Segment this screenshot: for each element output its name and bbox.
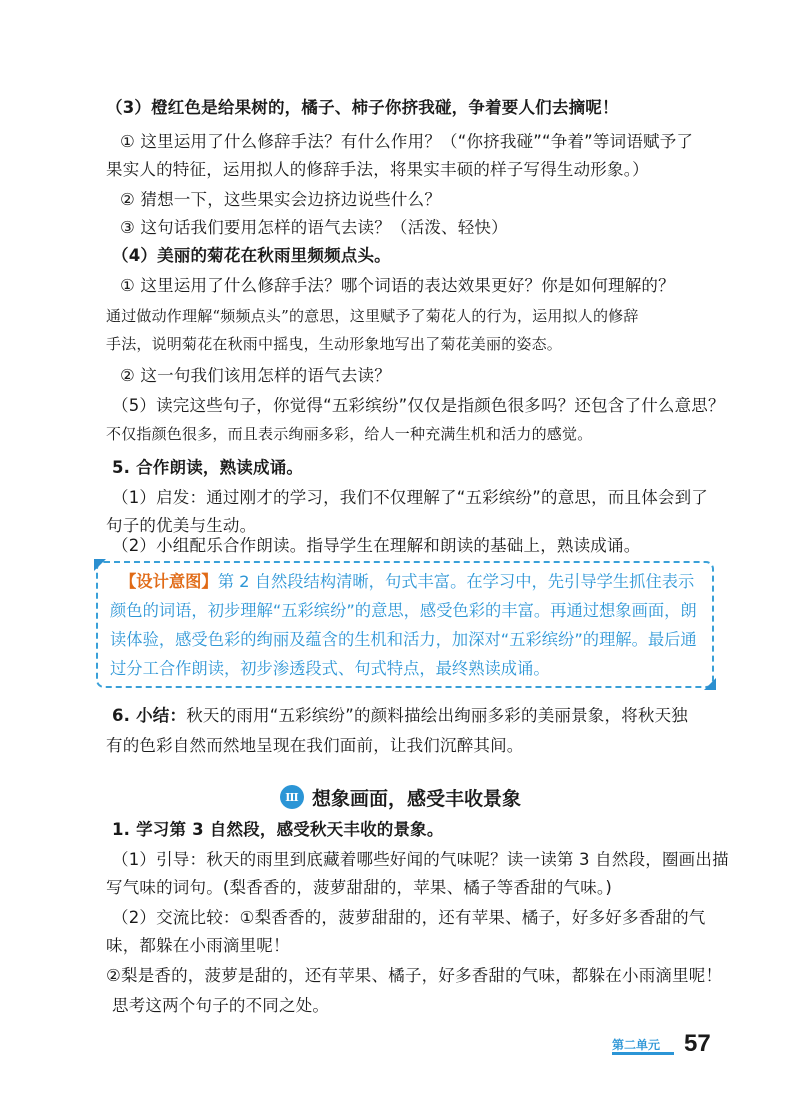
unit-underline: [612, 1052, 674, 1055]
sub-question: ② 这一句我们该用怎样的语气去读？: [120, 366, 391, 385]
paragraph: 句子的优美与生动。: [106, 516, 257, 535]
answer-text: 不仅指颜色很多，而且表示绚丽多彩，给人一种充满生机和活力的感觉。: [106, 425, 593, 443]
paragraph: ②梨是香的，菠萝是甜的，还有苹果、橘子，好多香甜的气味，都躲在小雨滴里呢！: [106, 966, 723, 985]
summary-cont: 有的色彩自然而然地呈现在我们面前，让我们沉醉其间。: [106, 736, 524, 755]
answer-text: 果实人的特征，运用拟人的修辞手法，将果实丰硕的样子写得生动形象。）: [106, 160, 649, 179]
answer-text: 通过做动作理解“频频点头”的意思，这里赋予了菊花人的行为，运用拟人的修辞: [106, 307, 639, 325]
corner-decoration: [94, 559, 106, 571]
design-tag: 【设计意图】: [120, 572, 218, 591]
answer-text: 手法，说明菊花在秋雨中摇曳，生动形象地写出了菊花美丽的姿态。: [106, 335, 563, 353]
question-3: （3）橙红色是给果树的，橘子、柿子你挤我碰，争着要人们去摘呢！: [106, 98, 619, 117]
section-title: 想象画面，感受丰收景象: [312, 788, 522, 810]
question-5: （5）读完这些句子，你觉得“五彩缤纷”仅仅是指颜色很多吗？还包含了什么意思？: [112, 396, 725, 415]
paragraph: 写气味的词句。(梨香香的，菠萝甜甜的，苹果、橘子等香甜的气味。): [106, 878, 613, 897]
paragraph: （1）启发：通过刚才的学习，我们不仅理解了“五彩缤纷”的意思，而且体会到了: [112, 488, 708, 507]
design-line: 读体验，感受色彩的绚丽及蕴含的生机和活力，加深对“五彩缤纷”的理解。最后通: [110, 630, 697, 649]
paragraph: （2）小组配乐合作朗读。指导学生在理解和朗读的基础上，熟读成诵。: [112, 536, 641, 555]
design-line: 【设计意图】第 2 自然段结构清晰，句式丰富。在学习中，先引导学生抓住表示: [120, 572, 695, 591]
sub-question: ③ 这句话我们要用怎样的语气去读？（活泼、轻快）: [120, 218, 508, 237]
design-line: 过分工合作朗读，初步渗透段式、句式特点，最终熟读成诵。: [110, 659, 550, 678]
sub-question: ① 这里运用了什么修辞手法？有什么作用？（“你挤我碰”“争着”等词语赋予了: [120, 132, 694, 151]
paragraph: （2）交流比较：①梨香香的，菠萝甜甜的，还有苹果、橘子，好多好多香甜的气: [112, 908, 706, 927]
unit-label: 第二单元: [612, 1038, 661, 1052]
sub-question: ① 这里运用了什么修辞手法？哪个词语的表达效果更好？你是如何理解的？: [120, 276, 675, 295]
paragraph: （1）引导：秋天的雨里到底藏着哪些好闻的气味呢？读一读第 3 自然段，圈画出描: [112, 850, 729, 869]
paragraph: 味，都躲在小雨滴里呢！: [106, 936, 290, 955]
design-line: 颜色的词语，初步理解“五彩缤纷”的意思，感受色彩的丰富。再通过想象画面，朗: [110, 601, 697, 620]
page-number: 57: [684, 1030, 711, 1057]
paragraph: 思考这两个句子的不同之处。: [112, 996, 330, 1015]
section-number-badge: Ⅲ: [280, 785, 304, 809]
summary: 6. 小结：秋天的雨用“五彩缤纷”的颜料描绘出绚丽多彩的美丽景象，将秋天独: [112, 706, 688, 725]
question-4: （4）美丽的菊花在秋雨里频频点头。: [112, 246, 391, 265]
step-1-heading: 1. 学习第 3 自然段，感受秋天丰收的景象。: [112, 820, 444, 839]
design-intent-box: [96, 561, 714, 688]
summary-label: 6. 小结：: [112, 706, 187, 725]
sub-question: ② 猜想一下，这些果实会边挤边说些什么？: [120, 190, 442, 209]
step-5-heading: 5. 合作朗读，熟读成诵。: [112, 458, 304, 477]
